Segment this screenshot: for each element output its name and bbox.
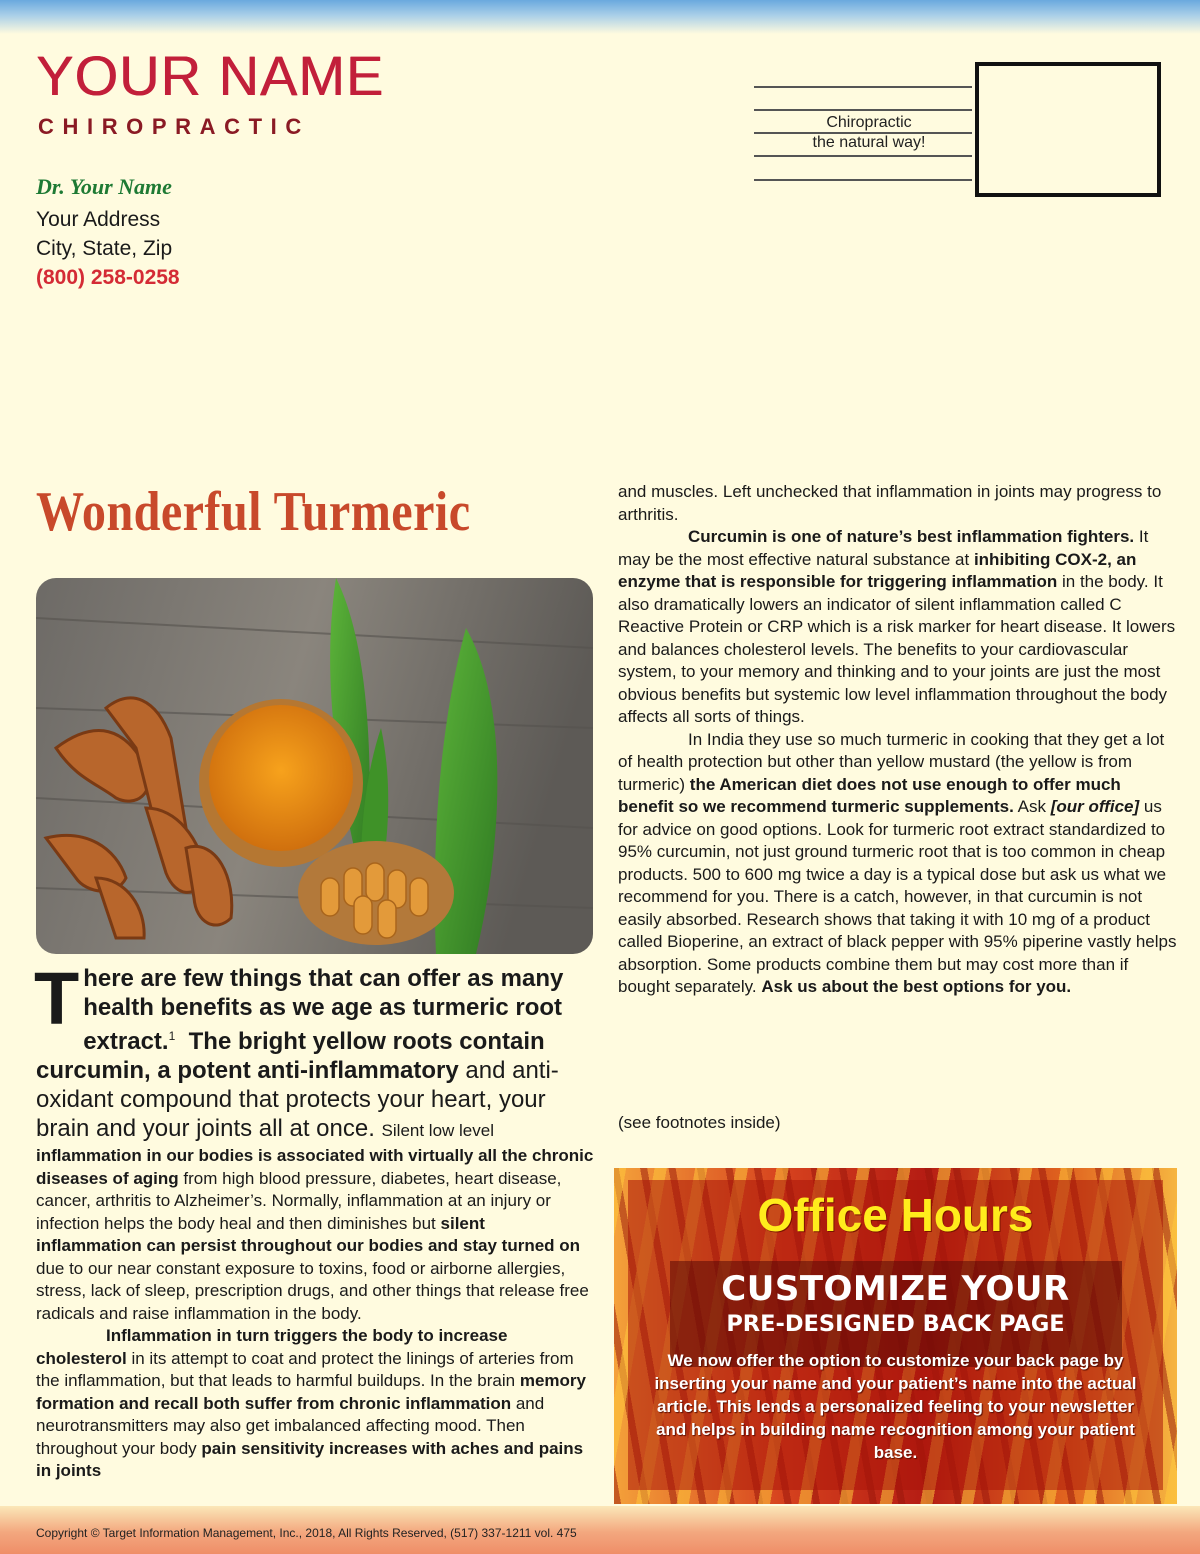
- customize-headline-1: CUSTOMIZE YOUR: [721, 1269, 1070, 1309]
- para1-text-c: from high blood pressure, diabetes, heart disease, cancer, arthritis to Alzheimer’s. Normally, inflammation at an injury or infection helps the body heal and then diminishes but: [36, 1168, 562, 1233]
- lead-text-3: and: [465, 1057, 506, 1084]
- turmeric-illustration: [36, 578, 593, 954]
- paragraph-4: [618, 729, 1178, 999]
- address-line-1: Your Address: [36, 208, 161, 231]
- para2-bold-a: Inflammation in turn triggers the body to increase cholesterol: [36, 1326, 508, 1368]
- para4-bold-b: the American diet does not use enough to offer much benefit so we recommend turmeric supplements.: [618, 774, 1121, 816]
- customize-headline-2: PRE-DESIGNED BACK PAGE: [726, 1311, 1065, 1337]
- para1-text-a: Silent low level: [381, 1121, 494, 1140]
- lead-text-1: here are few things that can offer as many health benefits as we age as turmeric root extract.: [83, 965, 564, 1055]
- paragraph-1: [36, 1145, 594, 1325]
- para2-bold-e: pain sensitivity increases with aches and pains in joints: [36, 1438, 584, 1480]
- address-line-rule: [754, 179, 972, 181]
- article-column-right: [618, 481, 1178, 999]
- copyright-notice: Copyright © Target Information Management, Inc., 2018, All Rights Reserved, (517) 337-1211 vol. 475: [36, 1526, 577, 1540]
- address-line-rule: [754, 155, 972, 157]
- lead-text-4: anti-oxidant compound that protects your heart, your brain and your joints all at once.: [36, 1057, 559, 1142]
- stamp-box: [975, 62, 1161, 197]
- office-placeholder: [our office]: [1050, 797, 1140, 816]
- article-column-left: [34, 957, 594, 1483]
- para2-text-f: and muscles. Left unchecked that inflammation in joints may progress to arthritis.: [618, 482, 1162, 524]
- para2-text-d: and neurotransmitters may also get imbalanced affecting mood. Then throughout your body: [36, 1393, 545, 1458]
- address-line-rule: [754, 109, 972, 111]
- para3-bold-a: Curcumin is one of nature’s best inflammation fighters.: [688, 527, 1135, 546]
- doctor-name: Dr. Your Name: [36, 174, 172, 199]
- office-hours-title: Office Hours: [757, 1189, 1034, 1241]
- footnote-reference: (see footnotes inside): [618, 1113, 781, 1132]
- address-line-2: City, State, Zip: [36, 237, 173, 260]
- para1-bold-d: silent inflammation can persist throughout our bodies and stay turned on: [36, 1213, 581, 1255]
- drop-cap: T: [34, 957, 80, 1040]
- para2-bold-c: memory formation and recall both suffer from chronic inflammation: [36, 1371, 586, 1413]
- article-title: Wonderful Turmeric: [36, 481, 471, 543]
- footnote-marker: 1: [168, 1029, 176, 1043]
- para4-bold-f: Ask us about the best options for you.: [761, 977, 1072, 996]
- para3-text-d: in the body. It also dramatically lowers an indicator of silent inflammation called C Reactive Protein or CRP which is a risk marker for heart disease. It lowers and balances cholesterol levels. The benefits to your cardiovascular system, to your memory and thinking and to your joints are just the most obvious benefits but systemic low level inflammation throughout the body affects all sorts of things.: [618, 572, 1176, 726]
- address-line-rule: [754, 86, 972, 88]
- para4-text-e: us for advice on good options. Look for turmeric root extract standardized to 95% curcumin, not just ground turmeric root that is too common in cheap products. 500 to 600 mg twice a day is a typical dose but ask us what we recommend for you. There is a catch, however, in that curcumin is not easily absorbed. Research shows that taking it with 10 mg of a product called Bioperine, an extract of black pepper with 95% piperine vastly helps absorption. Some products combine them but may cost more than if bought separately.: [618, 797, 1177, 996]
- tagline-line-1: Chiropractic: [826, 114, 912, 131]
- paragraph-2: [36, 1325, 594, 1483]
- paragraph-3: [618, 526, 1178, 729]
- para4-text-c: Ask: [1017, 797, 1046, 816]
- turmeric-photo: [36, 578, 593, 954]
- para3-text-b: It may be the most effective natural substance at: [618, 527, 1149, 569]
- para3-bold-c: inhibiting COX-2, an enzyme that is responsible for triggering inflammation: [618, 549, 1137, 591]
- lead-text-2: The bright yellow roots contain curcumin, a potent anti-inflammatory: [36, 1028, 545, 1084]
- practice-type: CHIROPRACTIC: [38, 114, 310, 139]
- para2-text-b: in its attempt to coat and protect the linings of arteries from the inflammation, but that leads to harmful buildups. In the brain: [36, 1348, 574, 1390]
- tagline: [770, 113, 968, 153]
- phone-number: (800) 258-0258: [36, 266, 180, 289]
- para1-text-e: due to our near constant exposure to toxins, food or airborne allergies, stress, lack of sleep, prescription drugs, and other things that release free radicals and raise inflammation in the body.: [36, 1258, 589, 1323]
- practice-name: YOUR NAME: [36, 44, 385, 107]
- para4-text-a: In India they use so much turmeric in cooking that they get a lot of health protection but other than yellow mustard (the yellow is from turmeric): [618, 729, 1165, 794]
- para1-bold-b: inflammation in our bodies is associated with virtually all the chronic diseases of aging: [36, 1146, 594, 1188]
- office-hours-box: [614, 1168, 1177, 1504]
- top-gradient-band: [0, 0, 1200, 34]
- article-lead: [34, 957, 594, 1145]
- paragraph-2-continued: [618, 481, 1178, 526]
- office-box-text: We now offer the option to customize your back page by inserting your name and your patient’s name into the actual article. This lends a personalized feeling to your newsletter and helps in building name recognition among your patient base.: [654, 1351, 1137, 1462]
- tagline-line-2: the natural way!: [812, 134, 926, 151]
